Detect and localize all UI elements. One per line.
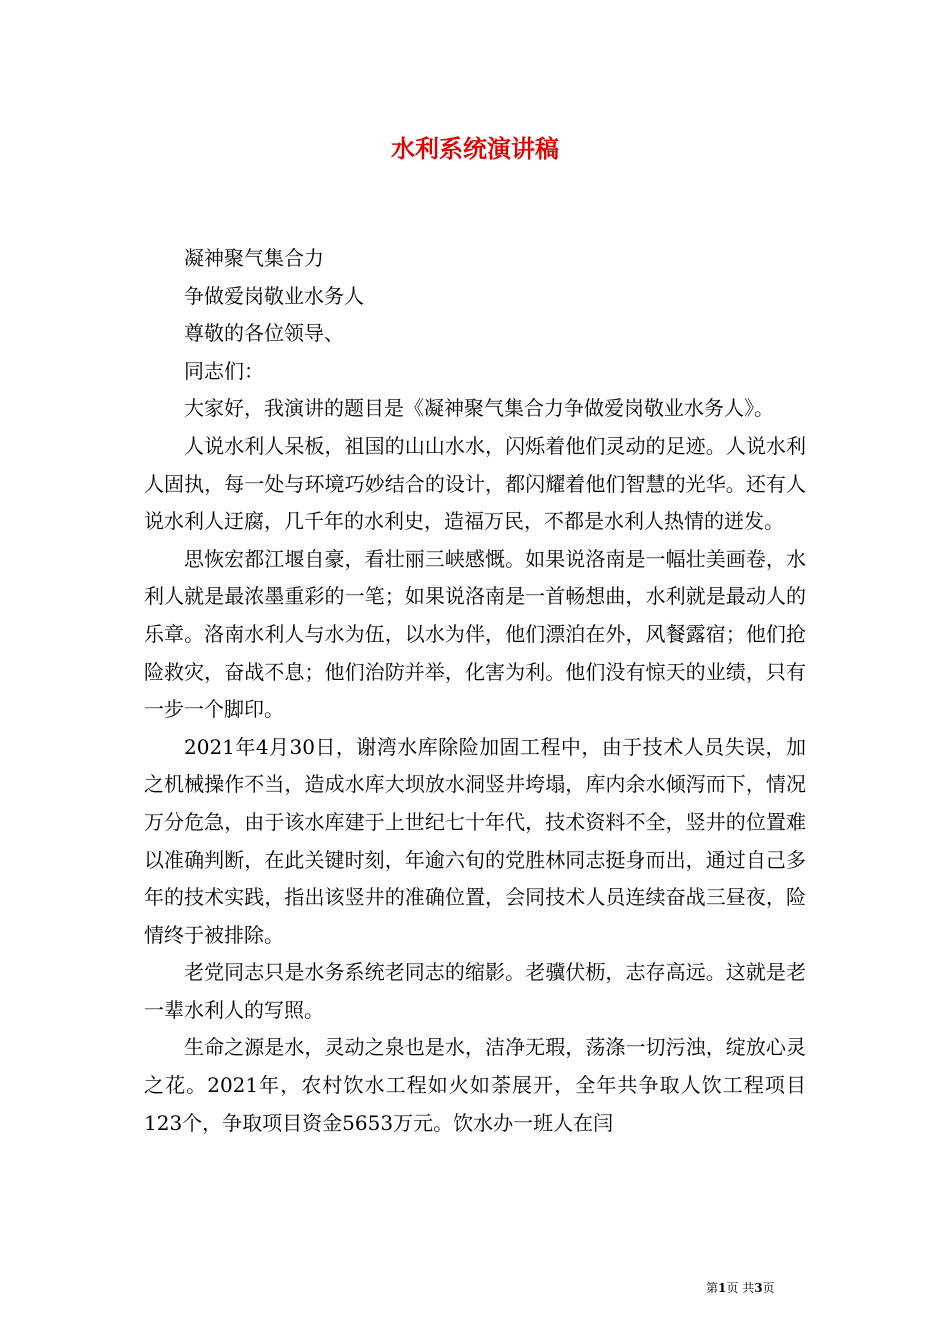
page-number-footer xyxy=(706,1280,816,1296)
paragraph-body: 思恢宏都江堰自豪，看壮丽三峡感慨。如果说洛南是一幅壮美画卷，水利人就是最浓墨重彩的一笔；如果说洛南是一首畅想曲，水利就是最动人的乐章。洛南水利人与水为伍，以水为伴，他们漂泊在外，风餐露宿；他们抢险救灾，奋战不息；他们治防并举，化害为利。他们没有惊天的业绩，只有一步一个脚印。 xyxy=(144,546,806,722)
footer-prefix: 第 xyxy=(706,1281,719,1295)
paragraph-salutation-1: 尊敬的各位领导、 xyxy=(184,321,344,346)
paragraph-body: 2021年4月30日，谢湾水库除险加固工程中，由于技术人员失误，加之机械操作不当，造成水库大坝放水洞竖井垮塌，库内余水倾泻而下，情况万分危急，由于该水库建于上世纪七十年代，技术资料不全，竖井的位置难以准确判断，在此关键时刻，年逾六旬的党胜林同志挺身而出，通过自己多年的技术实践，指出该竖井的准确位置，会同技术人员连续奋战三昼夜，险情终于被排除。 xyxy=(144,734,806,947)
footer-total-pages: 3 xyxy=(754,1281,763,1295)
paragraph-body: 人说水利人呆板，祖国的山山水水，闪烁着他们灵动的足迹。人说水利人固执，每一处与环境巧妙结合的设计，都闪耀着他们智慧的光华。还有人说水利人迂腐，几千年的水利史，造福万民，不都是水利人热情的迸发。 xyxy=(144,433,806,534)
footer-middle: 页 共 xyxy=(726,1281,755,1295)
footer-suffix: 页 xyxy=(762,1281,775,1295)
paragraph-subtitle-2: 争做爱岗敬业水务人 xyxy=(184,283,364,308)
paragraph-body: 生命之源是水，灵动之泉也是水，洁净无瑕，荡涤一切污浊，绽放心灵之花。2021年，农村饮水工程如火如荼展开，全年共争取人饮工程项目123个，争取项目资金5653万元。饮水办一班人在闫 xyxy=(144,1035,806,1135)
paragraph-salutation-2: 同志们： xyxy=(184,358,264,383)
footer-current-page: 1 xyxy=(718,1281,727,1295)
document-body xyxy=(144,240,806,1142)
paragraph-body: 老党同志只是水务系统老同志的缩影。老骥伏枥，志存高远。这就是老一辈水利人的写照。 xyxy=(144,960,806,1022)
paragraph-intro: 大家好，我演讲的题目是《凝神聚气集合力争做爱岗敬业水务人》。 xyxy=(184,396,774,421)
document-title: 水利系统演讲稿 xyxy=(391,135,559,163)
paragraph-subtitle-1: 凝神聚气集合力 xyxy=(184,246,324,270)
